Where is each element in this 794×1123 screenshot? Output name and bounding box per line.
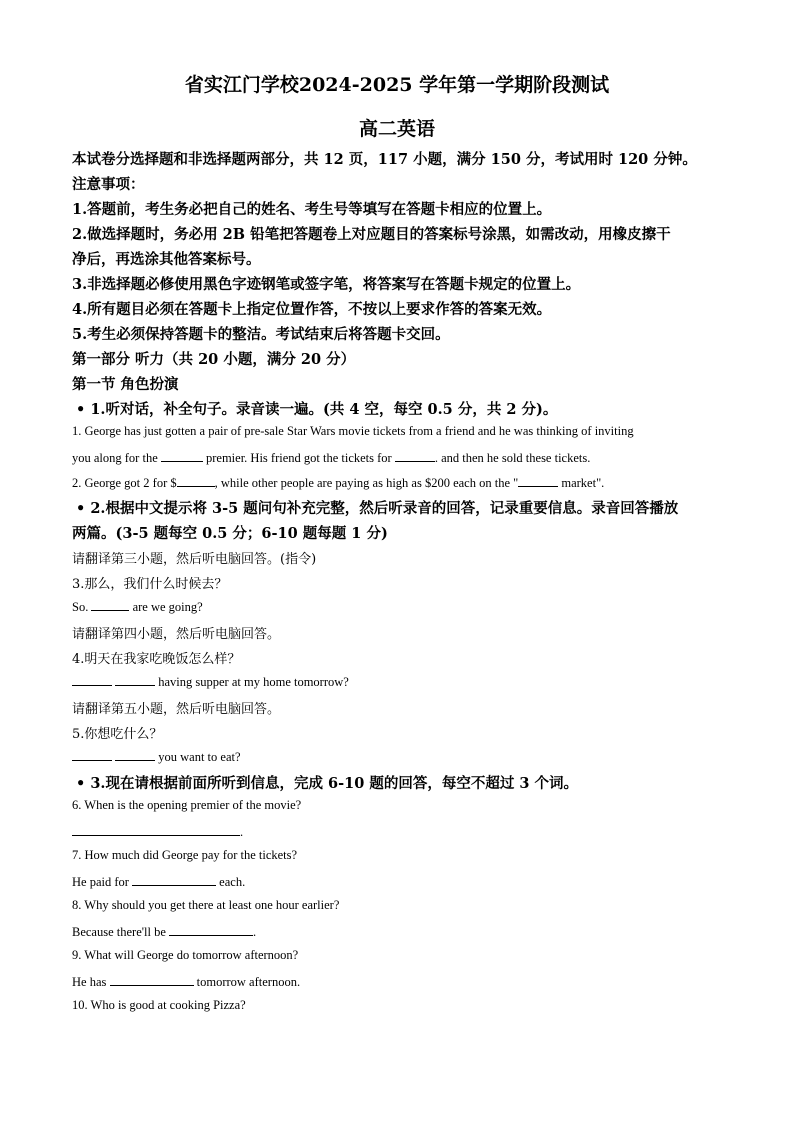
instruction-3: 请翻译第三小题，然后听电脑回答。(指令): [72, 552, 317, 567]
question-2-text-b: , while other people are paying as high as $200 each on the ": [214, 476, 519, 490]
answer-blank[interactable]: [72, 673, 112, 686]
note-3: 3.非选择题必修使用黑色字迹钢笔或签字笔，将答案写在答题卡规定的位置上。: [72, 276, 581, 293]
answer-blank[interactable]: [169, 923, 253, 936]
answer-8-text: Because there'll be: [72, 925, 166, 939]
task-3-heading: • 3.现在请根据前面所听到信息，完成 6-10 题的回答，每空不超过 3 个词。: [76, 775, 579, 792]
note-1: 1.答题前，考生务必把自己的姓名、考生号等填写在答题卡相应的位置上。: [72, 201, 552, 218]
question-4-text: having supper at my home tomorrow?: [158, 675, 349, 689]
instruction-4: 请翻译第四小题，然后听电脑回答。: [72, 627, 281, 642]
answer-blank[interactable]: [72, 748, 112, 761]
question-2-text-c: market".: [561, 476, 605, 490]
question-6: 6. When is the opening premier of the movie?: [72, 798, 302, 812]
question-1-text-a: you along for the: [72, 451, 158, 465]
note-4: 4.所有题目必须在答题卡上指定位置作答，不按以上要求作答的答案无效。: [72, 301, 552, 318]
question-2-text-a: 2. George got 2 for $: [72, 476, 177, 490]
question-1-text-b: premier. His friend got the tickets for: [206, 451, 392, 465]
question-1-line-1: 1. George has just gotten a pair of pre-sale Star Wars movie tickets from a friend and he was thinking of inviting: [72, 424, 634, 438]
question-4-english: [72, 673, 349, 690]
question-7: 7. How much did George pay for the tickets?: [72, 848, 298, 862]
answer-blank[interactable]: [110, 973, 194, 986]
note-2-line-1: 2.做选择题时，务必用 2B 铅笔把答题卷上对应题目的答案标号涂黑，如需改动，用橡皮擦干: [72, 226, 671, 243]
question-1-line-2: [72, 449, 590, 466]
answer-blank[interactable]: [395, 449, 435, 462]
question-5-chinese: 5.你想吃什么？: [72, 727, 163, 742]
exam-intro: 本试卷分选择题和非选择题两部分，共 12 页，117 小题，满分 150 分，考试用时 120 分钟。: [72, 151, 697, 168]
answer-6-line: .: [72, 823, 243, 840]
note-2-line-2: 净后，再选涂其他答案标号。: [72, 251, 261, 268]
question-3-text-a: So.: [72, 600, 89, 614]
part-1-heading: 第一部分 听力（共 20 小题，满分 20 分）: [72, 351, 356, 368]
question-3-text-b: are we going?: [132, 600, 203, 614]
question-1-text-c: . and then he sold these tickets.: [434, 451, 591, 465]
task-2-heading-line-2: 两篇。(3-5 题每空 0.5 分；6-10 题每题 1 分): [72, 525, 388, 542]
question-2-line: [72, 474, 604, 491]
answer-9-line: [72, 973, 300, 990]
answer-blank[interactable]: [115, 673, 155, 686]
notes-heading: 注意事项：: [72, 176, 145, 193]
question-5-text: you want to eat?: [158, 750, 241, 764]
question-9: 9. What will George do tomorrow afternoon?: [72, 948, 299, 962]
question-5-english: [72, 748, 241, 765]
answer-blank[interactable]: [132, 873, 216, 886]
question-3-english: [72, 598, 203, 615]
answer-8-line: Because there'll be .: [72, 925, 257, 939]
task-2-heading-line-1: • 2.根据中文提示将 3-5 题问句补充完整，然后听录音的回答，记录重要信息。录音回答播放: [76, 500, 679, 517]
note-5: 5.考生必须保持答题卡的整洁。考试结束后将答题卡交回。: [72, 326, 450, 343]
answer-blank[interactable]: [177, 474, 215, 487]
task-1-heading: • 1.听对话，补全句子。录音读一遍。(共 4 空，每空 0.5 分，共 2 分)。: [76, 401, 558, 418]
answer-blank[interactable]: [91, 598, 129, 611]
answer-7-text-b: each.: [219, 875, 246, 889]
answer-9-text-a: He has: [72, 975, 107, 989]
exam-title: 省实江门学校2024-2025 学年第一学期阶段测试: [184, 74, 610, 96]
section-1-heading: 第一节 角色扮演: [72, 376, 179, 393]
answer-blank[interactable]: [115, 748, 155, 761]
answer-blank[interactable]: [161, 449, 203, 462]
answer-9-text-b: tomorrow afternoon.: [196, 975, 301, 989]
question-8: 8. Why should you get there at least one hour earlier?: [72, 898, 340, 912]
question-10: 10. Who is good at cooking Pizza?: [72, 998, 246, 1012]
answer-blank[interactable]: [72, 823, 240, 836]
exam-subject: 高二英语: [358, 118, 435, 140]
instruction-5: 请翻译第五小题，然后听电脑回答。: [72, 702, 281, 717]
answer-blank[interactable]: [518, 474, 558, 487]
answer-7-line: [72, 873, 245, 890]
question-4-chinese: 4.明天在我家吃晚饭怎么样？: [72, 652, 241, 667]
question-3-chinese: 3.那么，我们什么时候去？: [72, 577, 228, 592]
answer-7-text-a: He paid for: [72, 875, 129, 889]
